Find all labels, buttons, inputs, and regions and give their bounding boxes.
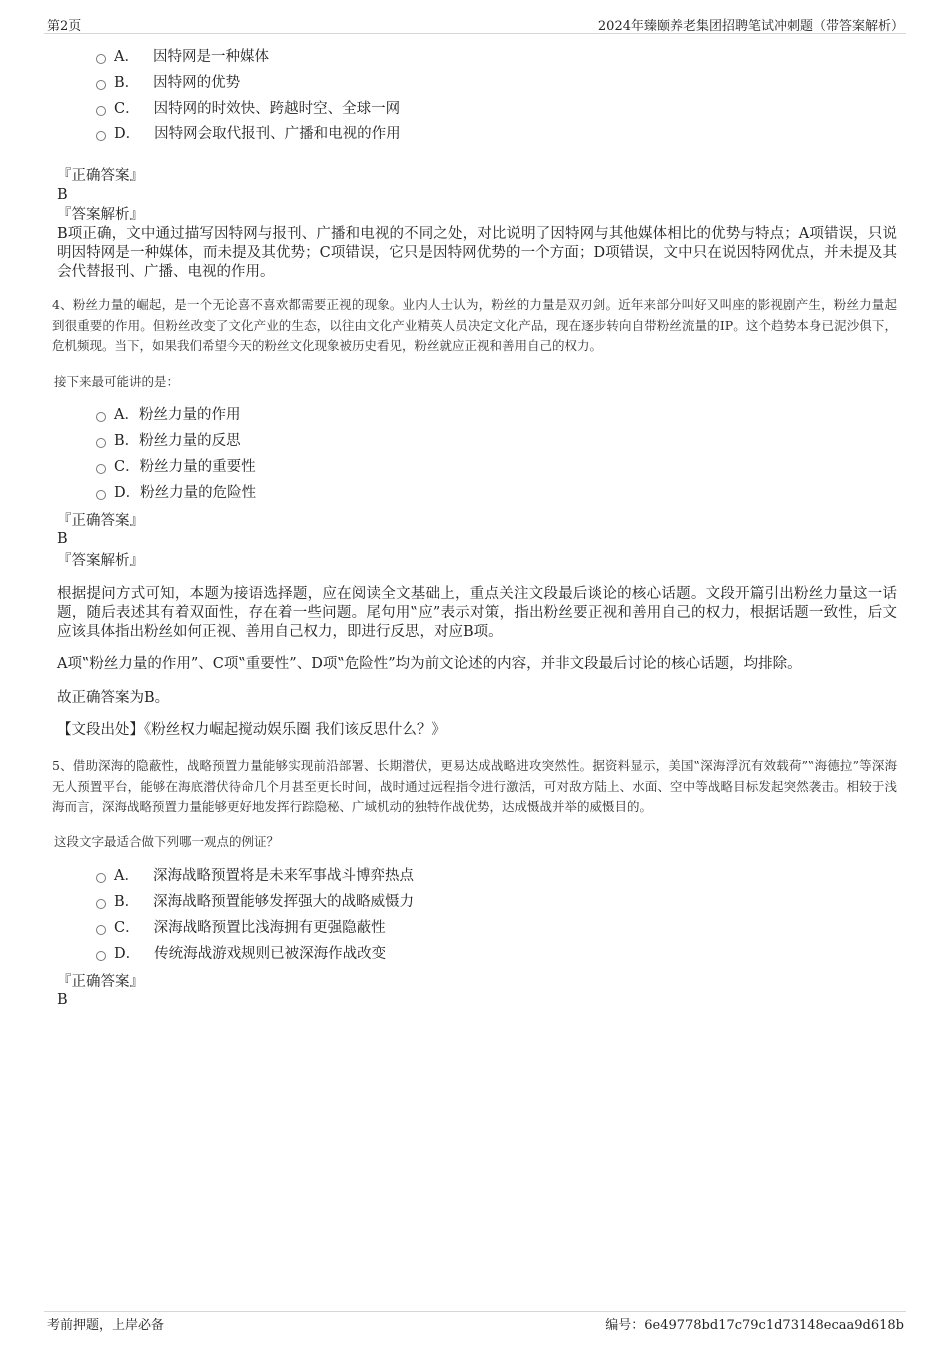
radio-icon[interactable] [96,438,106,448]
q5-stem: 5、借助深海的隐蔽性，战略预置力量能够实现前沿部署、长期潜伏，更易达成战略进攻突然性。据资料显示，美国‟深海浮沉有效载荷”‟海德拉”等深海无人预置平台，能够在海底潜伏待命几个月甚至更长时间，战时通过远程指令进行激活，可对敌方陆上、水面、空中等战略目标发起突然袭击。相较于浅海而言，深海战略预置力量能够更好地发挥行踪隐秘、广域机动的独特作战优势，达成慑战并举的威慑目的。 [52,758,897,814]
q3-option-d[interactable]: D． 因特网会取代报刊、广播和电视的作用 [96,124,401,144]
footer-doc-id: 编号：6e49778bd17c79c1d73148ecaa9d618b [605,1318,904,1333]
radio-icon[interactable] [96,106,106,116]
q3-analysis-label: 『答案解析』 [57,207,144,223]
radio-icon[interactable] [96,412,106,422]
q3-answer-label: 『正确答案』 [57,168,144,184]
radio-icon[interactable] [96,951,106,961]
q3-option-c[interactable]: C． 因特网的时效快、跨越时空、全球一网 [96,99,400,119]
q4-analysis-p3: 故正确答案为B。 [57,690,170,706]
q3-option-b[interactable]: B． 因特网的优势 [96,73,240,93]
q5-option-d[interactable]: D． 传统海战游戏规则已被深海作战改变 [96,944,386,964]
q4-option-b[interactable]: B．粉丝力量的反思 [96,431,241,451]
q4-source: 【文段出处】《粉丝权力崛起搅动娱乐圈 我们该反思什么？》 [57,722,446,738]
radio-icon[interactable] [96,925,106,935]
radio-icon[interactable] [96,899,106,909]
radio-icon[interactable] [96,490,106,500]
q5-sub-question: 这段文字最适合做下列哪一观点的例证？ [54,834,280,849]
q4-answer: B [57,531,68,547]
q5-option-a[interactable]: A． 深海战略预置将是未来军事战斗博弈热点 [96,866,414,886]
radio-icon[interactable] [96,873,106,883]
radio-icon[interactable] [96,131,106,141]
q4-analysis-p2: A项‟粉丝力量的作用”、C项‟重要性”、D项‟危险性”均为前文论述的内容，并非文段最后讨论的核心话题，均排除。 [57,656,802,672]
q4-sub-question: 接下来最可能讲的是： [54,374,180,389]
q4-stem: 4、粉丝力量的崛起，是一个无论喜不喜欢都需要正视的现象。业内人士认为，粉丝的力量是双刃剑。近年来部分叫好又叫座的影视剧产生，粉丝力量起到很重要的作用。但粉丝改变了文化产业的生态，以往由文化产业精英人员决定文化产品，现在逐步转向自带粉丝流量的IP。这个趋势本身已泥沙俱下，危机频现。当下，如果我们希望今天的粉丝文化现象被历史看见，粉丝就应正视和善用自己的权力。 [52,297,897,353]
q4-option-c[interactable]: C．粉丝力量的重要性 [96,457,256,477]
q4-answer-label: 『正确答案』 [57,513,144,529]
q4-option-a[interactable]: A．粉丝力量的作用 [96,405,240,425]
q4-analysis-p1: 根据提问方式可知，本题为接语选择题，应在阅读全文基础上，重点关注文段最后谈论的核心话题。文段开篇引出粉丝力量这一话题，随后表述其有着双面性，存在着一些问题。尾句用‟应”表示对策，指出粉丝要正视和善用自己的权力，根据话题一致性，后文应该具体指出粉丝如何正视、善用自己权力，即进行反思，对应B项。 [57,586,897,640]
radio-icon[interactable] [96,54,106,64]
footer-divider [44,1311,906,1312]
q5-option-c[interactable]: C． 深海战略预置比浅海拥有更强隐蔽性 [96,918,386,938]
q4-option-d[interactable]: D．粉丝力量的危险性 [96,483,256,503]
header-divider [44,33,906,34]
page-number: 第2页 [47,19,82,34]
radio-icon[interactable] [96,80,106,90]
q5-answer-label: 『正确答案』 [57,974,144,990]
footer-slogan: 考前押题，上岸必备 [47,1318,165,1333]
q5-option-b[interactable]: B． 深海战略预置能够发挥强大的战略威慑力 [96,892,414,912]
q3-option-a[interactable]: A． 因特网是一种媒体 [96,47,269,67]
document-title: 2024年臻颐养老集团招聘笔试冲刺题（带答案解析） [597,19,904,34]
q3-analysis: B项正确，文中通过描写因特网与报刊、广播和电视的不同之处，对比说明了因特网与其他媒体相比的优势与特点；A项错误，只说明因特网是一种媒体，而未提及其优势；C项错误，它只是因特网优势的一个方面；D项错误，文中只在说因特网优点，并未提及其会代替报刊、广播、电视的作用。 [57,226,897,280]
q5-answer: B [57,992,68,1008]
q3-answer: B [57,187,68,203]
radio-icon[interactable] [96,464,106,474]
q4-analysis-label: 『答案解析』 [57,553,144,569]
